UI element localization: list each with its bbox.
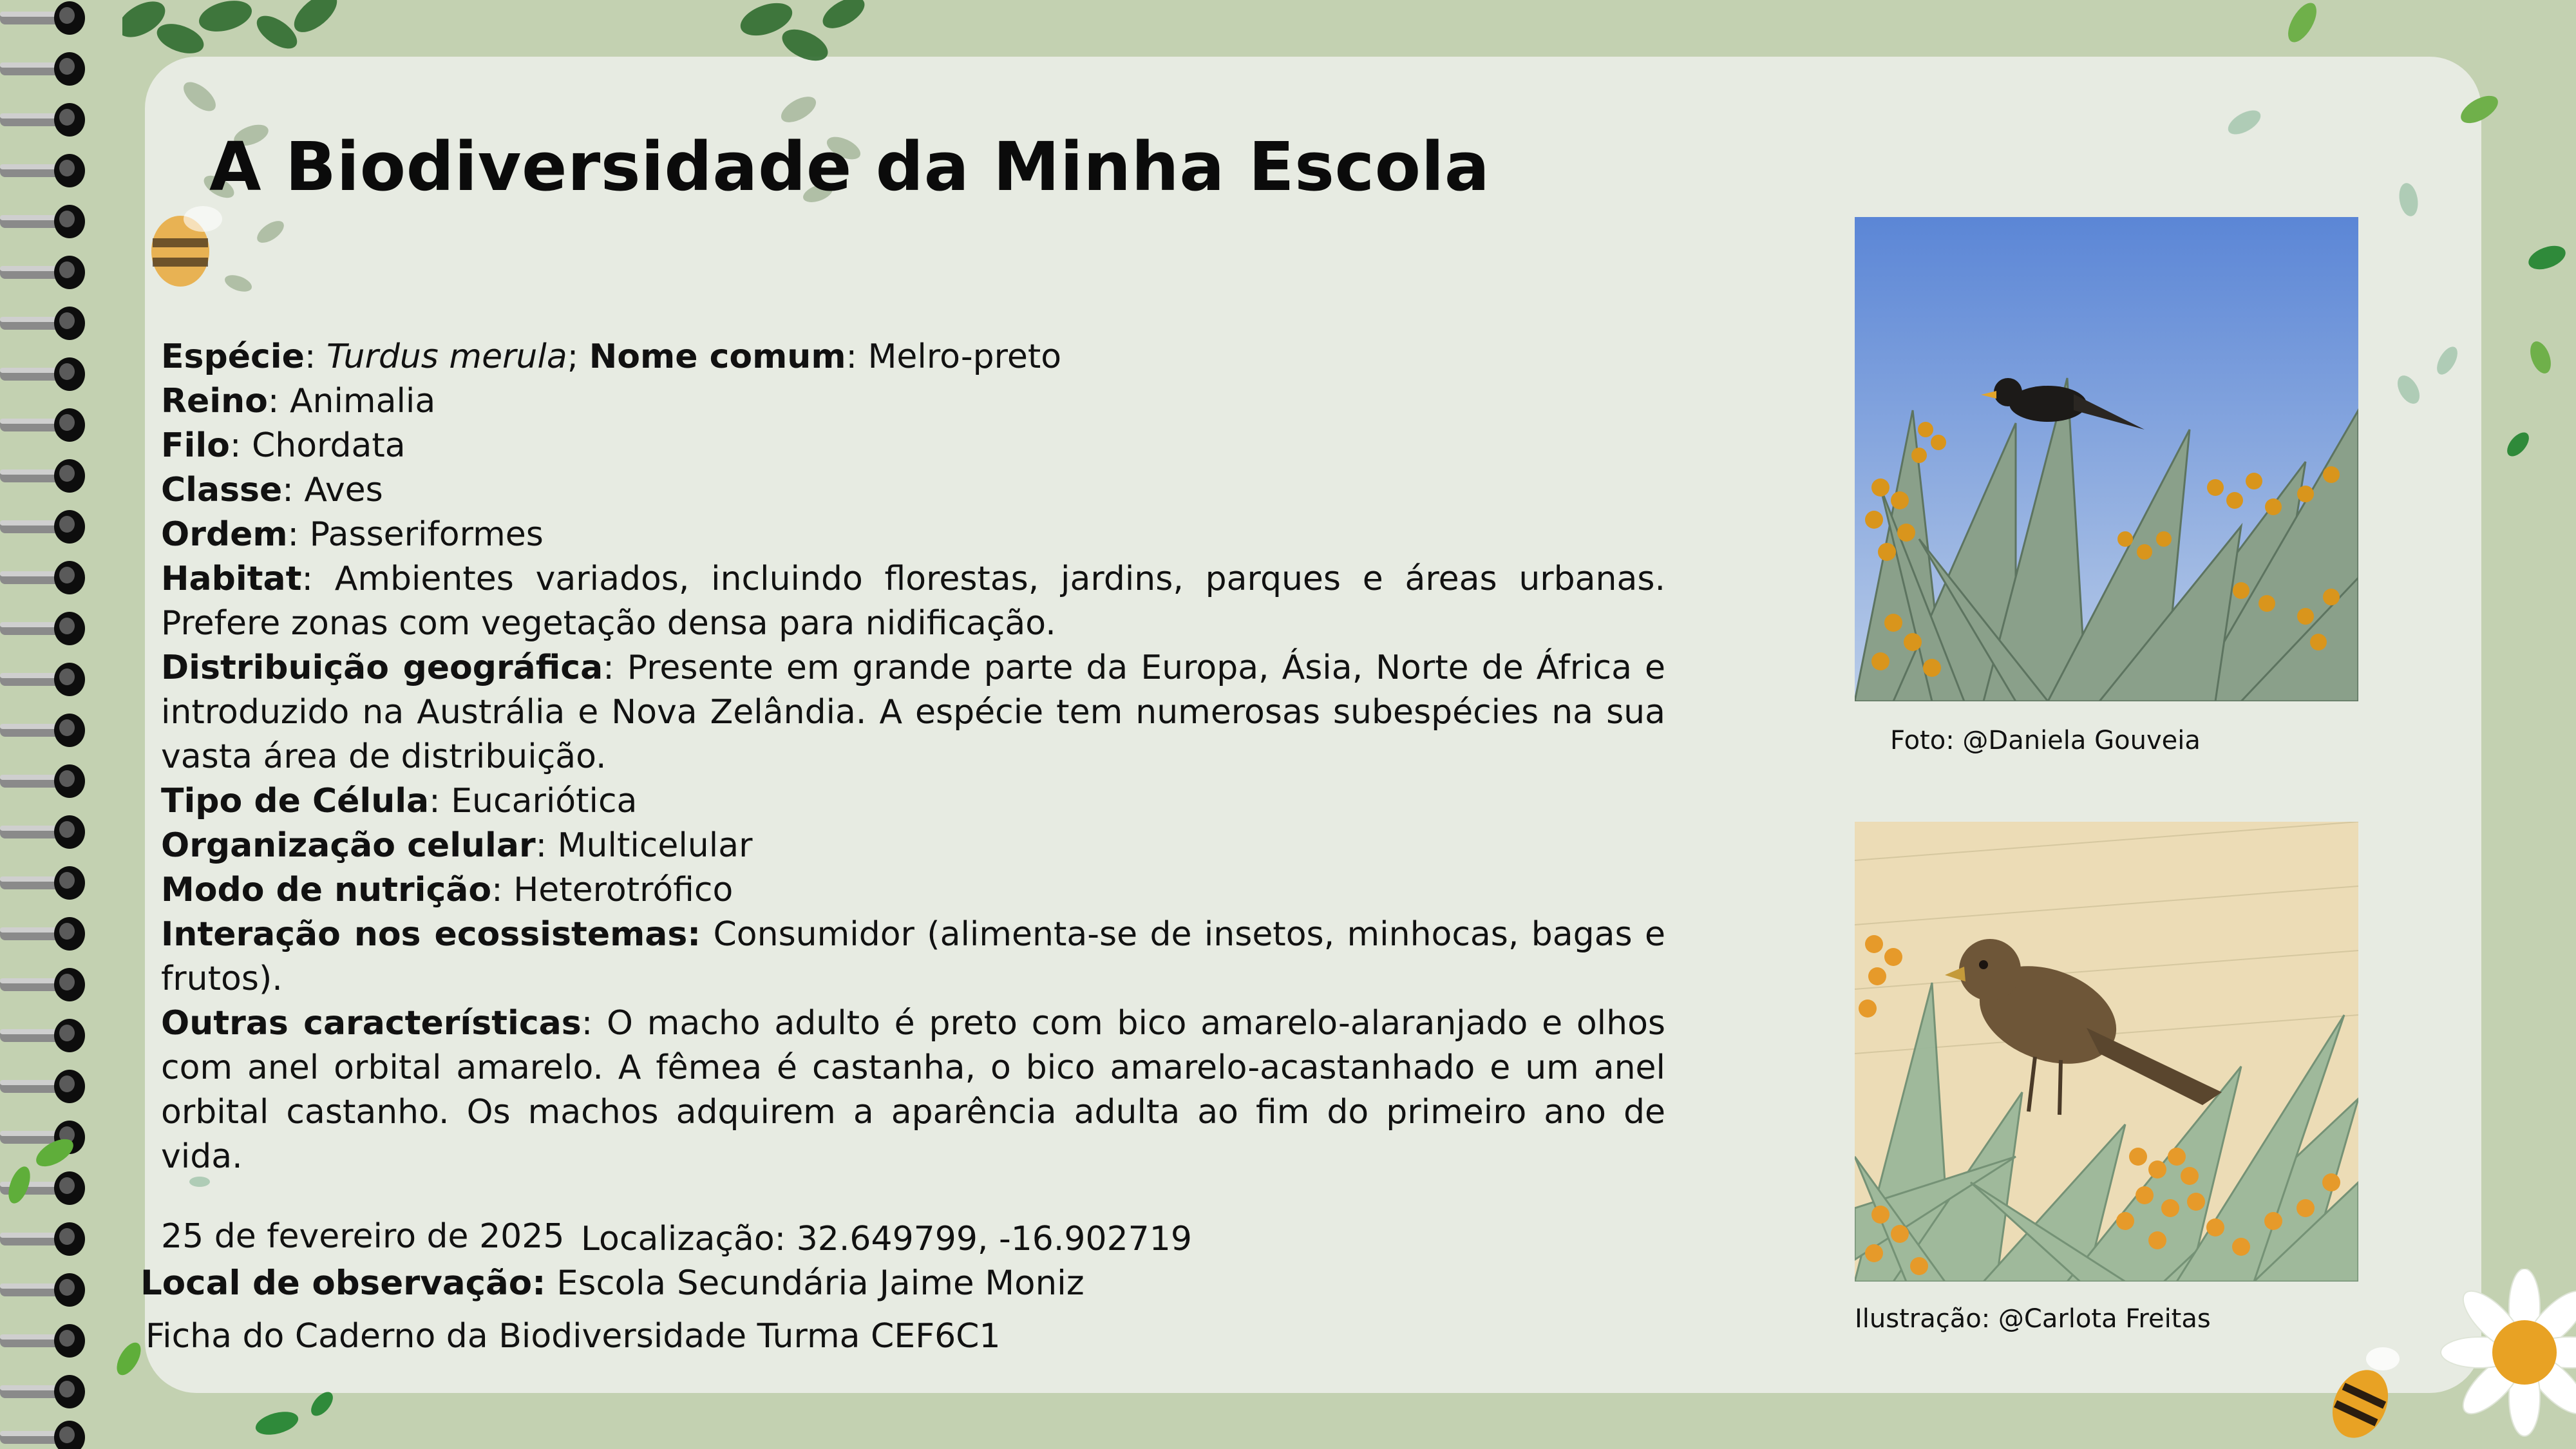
- field-value: Aves: [304, 471, 383, 509]
- especie-label: Espécie: [161, 337, 305, 376]
- daisy-and-bee-decoration: [2318, 1269, 2576, 1449]
- species-info: [161, 335, 1665, 1179]
- bee-icon: [132, 193, 229, 296]
- place-value: Escola Secundária Jaime Moniz: [556, 1264, 1084, 1303]
- observation-place: [140, 1264, 1084, 1303]
- especie-value: Turdus merula: [326, 337, 567, 376]
- nome-comum-value: Melro-preto: [867, 337, 1062, 376]
- observation-location: Localização: 32.649799, -16.902719: [581, 1220, 1192, 1258]
- page-title: A Biodiversidade da Minha Escola: [209, 128, 1490, 206]
- field-habitat: Habitat: Ambientes variados, incluindo florestas, jardins, parques e áreas urbanas. Prefere zonas com vegetação densa para nidificação.: [161, 560, 1665, 643]
- field-value: Animalia: [289, 382, 436, 421]
- worksheet-footer: Ficha do Caderno da Biodiversidade Turma CEF6C1: [146, 1317, 1001, 1356]
- field-reino: Reino: Animalia: [161, 382, 436, 421]
- field-label: Reino: [161, 382, 268, 421]
- field-label: Distribuição geográfica: [161, 649, 603, 687]
- field-nutricao: Modo de nutrição: Heterotrófico: [161, 871, 734, 909]
- field-ordem: Ordem: Passeriformes: [161, 515, 544, 554]
- field-value: Ambientes variados, incluindo florestas, jardins, parques e áreas urbanas. Prefere zonas com vegetação densa para nidificação.: [161, 560, 1665, 643]
- field-label: Tipo de Célula: [161, 782, 430, 820]
- field-label: Modo de nutrição: [161, 871, 492, 909]
- bird-illustration: [1855, 822, 2358, 1282]
- field-value: Chordata: [251, 426, 406, 465]
- field-label: Organização celular: [161, 826, 536, 865]
- field-outras: Outras características: O macho adulto é preto com bico amarelo-alaranjado e olhos com anel orbital amarelo. A fêmea é castanha, o bico amarelo-acastanhado e um anel orbital castanho. Os machos adquirem a aparência adulta ao fim do primeiro ano de vida.: [161, 1004, 1665, 1176]
- field-filo: Filo: Chordata: [161, 426, 406, 465]
- field-value: Eucariótica: [451, 782, 638, 820]
- field-value: O macho adulto é preto com bico amarelo-alaranjado e olhos com anel orbital amarelo. A fêmea é castanha, o bico amarelo-acastanhado e um anel orbital castanho. Os machos adquirem a aparência adulta ao fim do primeiro ano de vida.: [161, 1004, 1665, 1176]
- field-label: Habitat: [161, 560, 302, 598]
- field-value: Passeriformes: [309, 515, 544, 554]
- field-label: Classe: [161, 471, 283, 509]
- field-tipo-celula: Tipo de Célula: Eucariótica: [161, 782, 638, 820]
- field-value: Heterotrófico: [513, 871, 734, 909]
- field-distribuicao: Distribuição geográfica: Presente em grande parte da Europa, Ásia, Norte de África e introduzido na Austrália e Nova Zelândia. A espécie tem numerosas subespécies na sua vasta área de distribuição.: [161, 649, 1665, 776]
- field-classe: Classe: Aves: [161, 471, 383, 509]
- field-value: Multicelular: [557, 826, 753, 865]
- bird-photo: [1855, 217, 2358, 701]
- illustration-caption: Ilustração: @Carlota Freitas: [1855, 1304, 2211, 1334]
- field-value: Consumidor (alimenta-se de insetos, minhocas, bagas e frutos).: [161, 915, 1666, 998]
- field-label: Interação nos ecossistemas:: [161, 915, 701, 954]
- nome-comum-label: Nome comum: [589, 337, 846, 376]
- field-label: Ordem: [161, 515, 288, 554]
- field-especie: Espécie: Turdus merula; Nome comum: Melro-preto: [161, 337, 1062, 376]
- field-organizacao: Organização celular: Multicelular: [161, 826, 753, 865]
- place-label: Local de observação:: [140, 1264, 546, 1303]
- field-value: Presente em grande parte da Europa, Ásia, Norte de África e introduzido na Austrália e Nova Zelândia. A espécie tem numerosas subespécies na sua vasta área de distribuição.: [161, 649, 1665, 776]
- photo-caption: Foto: @Daniela Gouveia: [1890, 726, 2201, 755]
- field-interacao: [161, 913, 1665, 1001]
- field-label: Outras características: [161, 1004, 582, 1043]
- field-label: Filo: [161, 426, 230, 465]
- observation-date: 25 de fevereiro de 2025: [161, 1217, 565, 1256]
